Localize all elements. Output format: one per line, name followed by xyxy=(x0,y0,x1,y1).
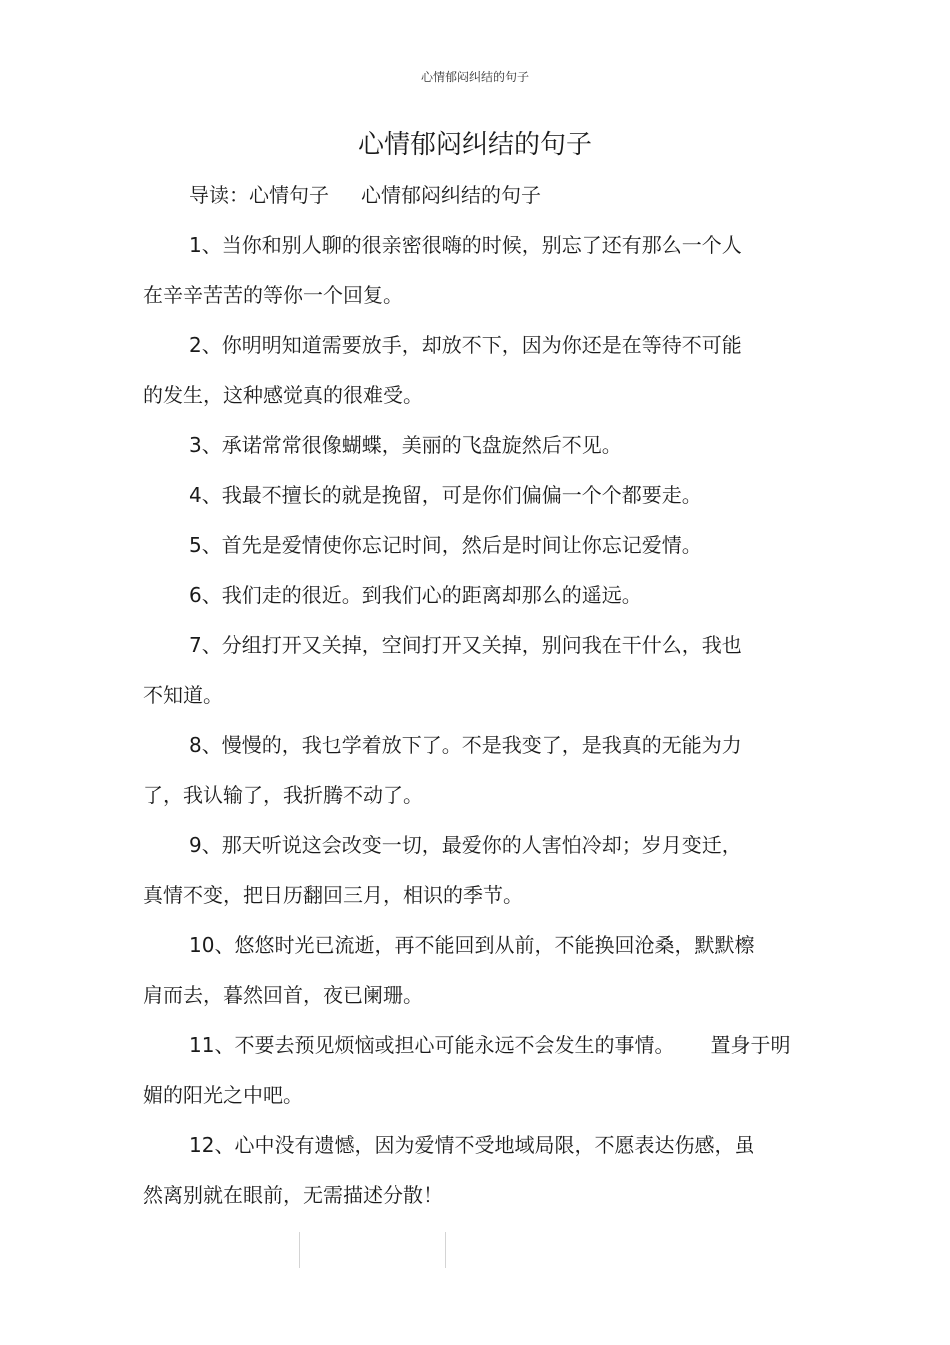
sentence-line: 6、我们走的很近。到我们心的距离却那么的遥远。 xyxy=(189,583,642,607)
document-body xyxy=(143,170,803,1220)
sentence-list xyxy=(143,220,803,1020)
intro-text: 心情郁闷纠结的句子 xyxy=(361,183,541,207)
sentence-line: 12、心中没有遗憾，因为爱情不受地域局限，不愿表达伤感，虽 xyxy=(189,1133,755,1157)
sentence-line: 了，我认输了，我折腾不动了。 xyxy=(143,783,423,807)
document-title: 心情郁闷纠结的句子 xyxy=(357,130,592,160)
running-header: 心情郁闷纠结的句子 xyxy=(420,70,529,84)
sentence-line: 7、分组打开又关掉，空间打开又关掉，别问我在干什么，我也 xyxy=(189,633,742,657)
sentence-line: 5、首先是爱情使你忘记时间，然后是时间让你忘记爱情。 xyxy=(189,533,702,557)
sentence-line: 8、慢慢的，我乜学着放下了。不是我变了，是我真的无能为力 xyxy=(189,733,742,757)
sentence-11-part-2: 置身于明 xyxy=(710,1033,791,1057)
sentence-line: 真情不变，把日历翻回三月，相识的季节。 xyxy=(143,883,523,907)
sentence-11-part-1: 11、不要去预见烦恼或担心可能永远不会发生的事情。 xyxy=(189,1033,675,1057)
intro-line xyxy=(143,170,803,220)
sentence-line: 肩而去，暮然回首，夜已阑珊。 xyxy=(143,983,423,1007)
footer-divider-right xyxy=(445,1232,446,1268)
footer-divider-left xyxy=(299,1232,300,1268)
sentence-line: 在辛辛苦苦的等你一个回复。 xyxy=(143,283,403,307)
sentence-line: 4、我最不擅长的就是挽留，可是你们偏偏一个个都要走。 xyxy=(189,483,702,507)
sentence-list-tail xyxy=(143,1070,803,1220)
sentence-line: 3、承诺常常很像蝴蝶，美丽的飞盘旋然后不见。 xyxy=(189,433,622,457)
sentence-line xyxy=(143,1020,803,1070)
sentence-line: 1、当你和别人聊的很亲密很嗨的时候，别忘了还有那么一个人 xyxy=(189,233,742,257)
sentence-line: 不知道。 xyxy=(143,683,223,707)
sentence-line: 媚的阳光之中吧。 xyxy=(143,1083,303,1107)
sentence-line: 的发生，这种感觉真的很难受。 xyxy=(143,383,423,407)
intro-label: 导读：心情句子 xyxy=(189,183,329,207)
sentence-line: 10、悠悠时光已流逝，再不能回到从前，不能换回沧桑，默默檫 xyxy=(189,933,755,957)
sentence-line: 2、你明明知道需要放手，却放不下，因为你还是在等待不可能 xyxy=(189,333,742,357)
sentence-line: 9、那天听说这会改变一切，最爱你的人害怕冷却；岁月变迁， xyxy=(189,833,742,857)
sentence-line: 然离别就在眼前，无需描述分散！ xyxy=(143,1183,443,1207)
